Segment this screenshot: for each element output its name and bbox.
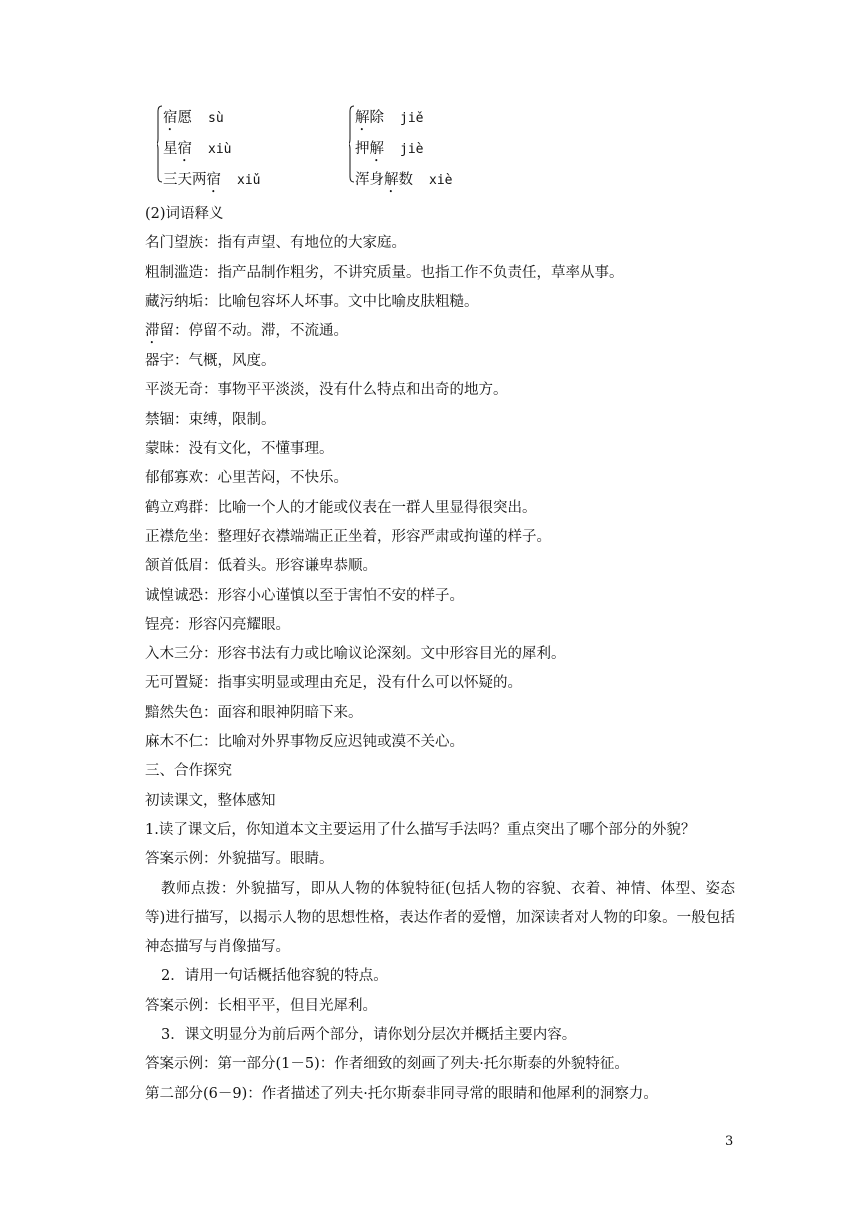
pinyin: jiè [400,142,424,157]
vocab-term: 诚惶诚恐 [145,587,203,604]
answer: 答案示例：长相平平，但目光犀利。 [145,997,377,1014]
vocab-term: 粗制滥造 [145,264,203,281]
vocab-item [145,611,735,640]
pinyin: sù [208,111,224,126]
vocab-definition: ：停留不动。滞，不流通。 [174,323,348,340]
vocab-term: 正襟危坐 [145,528,203,545]
vocab-term: 禁锢 [145,411,174,428]
vocab-term: 锃亮 [145,616,174,633]
pinyin: jiě [400,111,424,126]
pronunciation-row: 押解 jiè [355,141,424,157]
pronunciation-group-jie [355,103,452,196]
pinyin: xiǔ [237,173,261,188]
answer: 答案示例：第一部分(1－5)：作者细致的刻画了列夫·托尔斯泰的外貌特征。 [145,1056,629,1073]
vocab-term: 麻木不仁 [145,734,203,751]
vocab-item [145,699,735,728]
pronunciation-row: 三天两宿 xiǔ [163,172,261,188]
vocab-item [145,669,735,698]
vocab-item [145,317,735,347]
vocab-term: 无可置疑 [145,675,203,692]
vocab-definition: ：形容书法有力或比喻议论深刻。文中形容目光的犀利。 [203,646,566,663]
pinyin: xiù [208,142,232,157]
vocab-term: 藏污纳垢 [145,293,203,310]
pronunciation-row: 宿愿 sù [163,110,224,126]
vocab-item [145,464,735,493]
vocab-item [145,435,735,464]
vocab-definition: ：气概，风度。 [174,353,276,370]
vocab-term: 平淡无奇 [145,382,203,399]
left-brace-icon [349,105,355,183]
section-heading: 三、合作探究 [145,763,232,780]
vocab-definition: ：没有文化，不懂事理。 [174,441,334,458]
vocab-term: 器宇 [145,353,174,370]
pronunciation-row: 解除 jiě [355,110,424,126]
vocab-term: 滞留 [145,323,174,340]
vocab-definition: ：事物平平淡淡，没有什么特点和出奇的地方。 [203,382,508,399]
pinyin: xiè [429,173,453,188]
left-brace-icon [157,105,163,183]
question: 2．请用一句话概括他容貌的特点。 [161,968,388,985]
vocab-term: 鹤立鸡群 [145,499,203,516]
section-heading: (2)词语释义 [145,206,224,222]
vocab-term: 郁郁寡欢 [145,470,203,487]
vocab-definition: ：束缚，限制。 [174,411,276,428]
vocab-item [145,406,735,435]
vocab-definition: ：比喻一个人的才能或仪表在一群人里显得很突出。 [203,499,537,516]
pronunciation-row: 浑身解数 xiè [355,172,453,188]
subheading: 初读课文，整体感知 [145,792,276,809]
answer: 答案示例：外貌描写。眼睛。 [145,851,334,868]
answer-continued: 第二部分(6－9)：作者描述了列夫·托尔斯泰非同寻常的眼睛和他犀利的洞察力。 [145,1085,658,1102]
vocab-item [145,552,735,581]
vocab-item [145,728,735,757]
vocab-definition: ：形容小心谨慎以至于害怕不安的样子。 [203,587,464,604]
vocab-item [145,288,735,317]
vocab-item [145,376,735,405]
pronunciation-row: 星宿 xiù [163,141,232,157]
vocab-item [145,259,735,288]
vocab-term: 颔首低眉 [145,558,203,575]
main-content [145,200,735,1109]
vocab-definition: ：低着头。形容谦卑恭顺。 [203,558,377,575]
vocab-term: 入木三分 [145,646,203,663]
vocab-item [145,640,735,669]
vocab-definition: ：面容和眼神阴暗下来。 [203,704,363,721]
vocab-item [145,523,735,552]
vocab-definition: ：比喻包容坏人坏事。文中比喻皮肤粗糙。 [203,293,479,310]
vocab-definition: ：形容闪亮耀眼。 [174,616,290,633]
vocab-definition: ：指产品制作粗劣，不讲究质量。也指工作不负责任，草率从事。 [203,264,624,281]
vocab-item [145,347,735,376]
vocab-definition: ：整理好衣襟端端正正坐着，形容严肃或拘谨的样子。 [203,528,551,545]
vocab-definition: ：比喻对外界事物反应迟钝或漠不关心。 [203,734,464,751]
vocab-list [145,229,735,757]
question: 1.读了课文后，你知道本文主要运用了什么描写手法吗？重点突出了哪个部分的外貌？ [145,821,696,838]
pronunciation-group-su [163,103,260,196]
vocab-item [145,229,735,258]
vocab-item [145,582,735,611]
page-number: 3 [725,1134,734,1149]
vocab-definition: ：指有声望、有地位的大家庭。 [203,235,406,252]
vocab-term: 蒙昧 [145,441,174,458]
vocab-item [145,494,735,523]
vocab-term: 黯然失色 [145,704,203,721]
vocab-definition: ：指事实明显或理由充足，没有什么可以怀疑的。 [203,675,522,692]
vocab-term: 名门望族 [145,235,203,252]
vocab-definition: ：心里苦闷，不快乐。 [203,470,348,487]
teacher-tip: 教师点拨：外貌描写，即从人物的体貌特征(包括人物的容貌、衣着、神情、体型、姿态等)进行描写，以揭示人物的思想性格，表达作者的爱憎，加深读者对人物的印象。一般包括神态描写与肖像描写。 [145,880,735,956]
question: 3．课文明显分为前后两个部分，请你划分层次并概括主要内容。 [161,1027,577,1044]
